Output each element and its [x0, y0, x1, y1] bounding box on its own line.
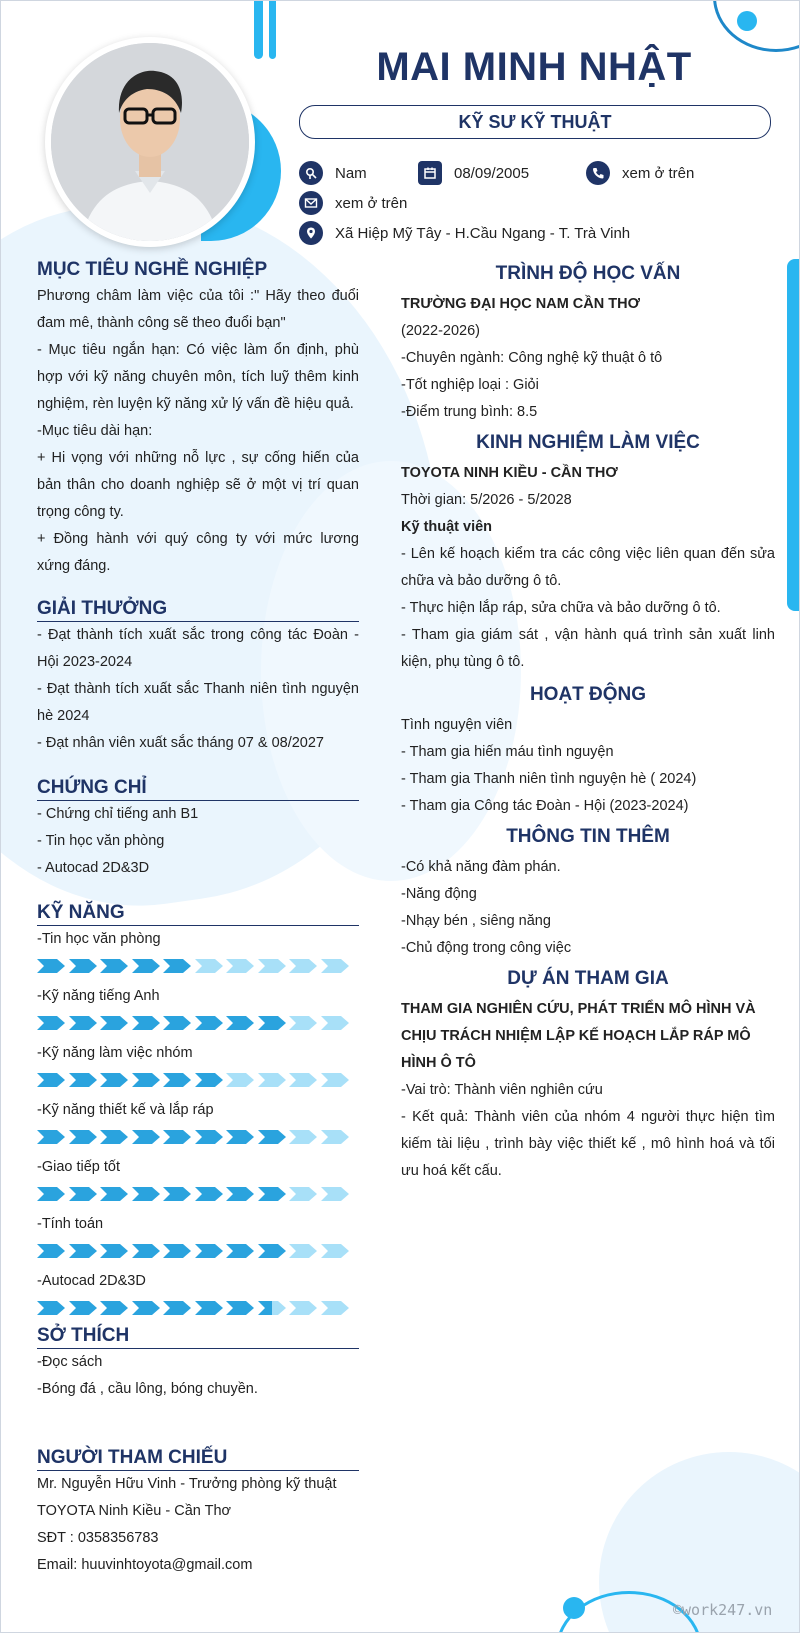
activities-section — [401, 712, 775, 820]
phone-icon — [586, 161, 610, 185]
email-value: xem ở trên — [335, 194, 408, 212]
awards-section — [37, 622, 359, 757]
reference-line: Mr. Nguyễn Hữu Vinh - Trưởng phòng kỹ thuật — [37, 1476, 337, 1492]
location-pin-icon — [299, 221, 323, 245]
watermark: ©work247.vn — [673, 1601, 773, 1619]
award-item: - Đạt thành tích xuất sắc Thanh niên tình nguyện hè 2024 — [37, 681, 359, 724]
skill-rating-bar — [37, 1073, 359, 1087]
reference-line: SĐT : 0358356783 — [37, 1530, 159, 1546]
objective-line: - Mục tiêu ngắn hạn: Có việc làm ổn định, phù hợp với kỹ năng chuyên môn, tích luỹ thêm kinh nghiệm, rèn luyện kỹ năng xử lý vấn đề hiệu quả. — [37, 342, 359, 412]
education-section — [401, 291, 775, 426]
certificate-item: - Autocad 2D&3D — [37, 860, 150, 876]
contact-address — [299, 221, 630, 245]
objective-line: -Mục tiêu dài hạn: — [37, 423, 153, 439]
contact-email — [299, 191, 407, 215]
rating-chevron-icon — [37, 1016, 65, 1030]
rating-chevron-icon — [195, 1073, 223, 1087]
decor-bar — [269, 1, 276, 59]
skills-title: KỸ NĂNG — [37, 902, 359, 926]
rating-chevron-icon — [69, 1301, 97, 1315]
contact-gender — [299, 161, 367, 185]
skill-rating-bar — [37, 1016, 359, 1030]
references-section — [37, 1471, 359, 1579]
references-title: NGƯỜI THAM CHIẾU — [37, 1447, 359, 1471]
certificate-item: - Chứng chỉ tiếng anh B1 — [37, 806, 199, 822]
rating-chevron-icon — [163, 1301, 191, 1315]
rating-chevron-icon — [100, 1301, 128, 1315]
certificate-item: - Tin học văn phòng — [37, 833, 165, 849]
skill-rating-bar — [37, 1301, 359, 1315]
rating-chevron-icon — [37, 1301, 65, 1315]
skill-label: -Kỹ năng tiếng Anh — [37, 988, 160, 1004]
hobby-item: -Bóng đá , cầu lông, bóng chuyền. — [37, 1381, 258, 1397]
rating-chevron-icon — [289, 1016, 317, 1030]
rating-chevron-icon — [321, 1187, 349, 1201]
skill-item — [37, 1211, 359, 1258]
more-info-line: -Có khả năng đàm phán. — [401, 859, 561, 875]
rating-chevron-icon — [163, 1244, 191, 1258]
skill-item — [37, 1268, 359, 1315]
skill-label: -Autocad 2D&3D — [37, 1273, 146, 1289]
skills-section — [37, 926, 359, 1315]
rating-chevron-icon — [289, 1301, 317, 1315]
more-info-line: -Nhạy bén , siêng năng — [401, 913, 551, 929]
skill-rating-bar — [37, 959, 359, 973]
objective-line: + Đồng hành với quý công ty với mức lương xứng đáng. — [37, 531, 359, 574]
rating-chevron-icon — [289, 1187, 317, 1201]
experience-line: - Lên kế hoạch kiểm tra các công việc liên quan đến sửa chữa và bảo dưỡng ô tô. — [401, 546, 775, 589]
objective-section — [37, 283, 359, 580]
rating-chevron-icon — [226, 1130, 254, 1144]
rating-chevron-icon — [69, 1187, 97, 1201]
rating-chevron-icon — [132, 1301, 160, 1315]
rating-chevron-icon — [258, 1187, 286, 1201]
education-line: -Chuyên ngành: Công nghệ kỹ thuật ô tô — [401, 350, 663, 366]
rating-chevron-icon — [37, 959, 65, 973]
profile-photo — [45, 37, 255, 247]
birthday-value: 08/09/2005 — [454, 164, 530, 182]
job-title-badge — [299, 105, 771, 139]
rating-chevron-icon — [163, 1187, 191, 1201]
awards-title: GIẢI THƯỞNG — [37, 598, 359, 622]
company-name: TOYOTA NINH KIỀU - CẦN THƠ — [401, 465, 618, 481]
projects-section — [401, 996, 775, 1185]
objective-line: Phương châm làm việc của tôi :" Hãy theo đuổi đam mê, thành công sẽ theo đuổi bạn" — [37, 288, 359, 331]
experience-title: KINH NGHIỆM LÀM VIỆC — [476, 432, 700, 453]
rating-chevron-icon — [226, 1016, 254, 1030]
activity-line: - Tham gia Công tác Đoàn - Hội (2023-2024) — [401, 798, 689, 814]
rating-chevron-icon — [132, 1130, 160, 1144]
skill-label: -Tin học văn phòng — [37, 931, 161, 947]
rating-chevron-icon — [163, 959, 191, 973]
rating-chevron-icon — [37, 1187, 65, 1201]
skill-rating-bar — [37, 1187, 359, 1201]
job-title: KỸ SƯ KỸ THUẬT — [458, 112, 612, 132]
education-title: TRÌNH ĐỘ HỌC VẤN — [495, 263, 681, 284]
avatar — [51, 43, 249, 241]
rating-chevron-icon — [258, 1244, 286, 1258]
activity-line: - Tham gia Thanh niên tình nguyện hè ( 2024) — [401, 771, 697, 787]
rating-chevron-icon — [195, 1244, 223, 1258]
rating-chevron-icon — [69, 959, 97, 973]
more-info-line: -Chủ động trong công việc — [401, 940, 572, 956]
rating-chevron-icon — [163, 1016, 191, 1030]
more-info-section — [401, 854, 775, 962]
skill-label: -Kỹ năng làm việc nhóm — [37, 1045, 193, 1061]
rating-chevron-icon — [100, 1187, 128, 1201]
rating-chevron-icon — [321, 1073, 349, 1087]
rating-chevron-icon — [69, 1016, 97, 1030]
experience-line: - Tham gia giám sát , vận hành quá trình sản xuất linh kiện, phụ tùng ô tô. — [401, 627, 775, 670]
rating-chevron-icon — [195, 1301, 223, 1315]
rating-chevron-icon — [100, 1130, 128, 1144]
contact-phone — [586, 161, 694, 185]
rating-chevron-icon — [132, 959, 160, 973]
rating-chevron-icon — [100, 1016, 128, 1030]
rating-chevron-icon — [289, 1130, 317, 1144]
rating-chevron-icon — [195, 959, 223, 973]
skill-item — [37, 1154, 359, 1201]
certificates-section — [37, 801, 359, 882]
person-portrait-icon — [51, 43, 249, 241]
project-line: - Kết quả: Thành viên của nhóm 4 người thực hiện tìm kiếm tài liệu , trình bày việc thiết kế , mô hình hoá và tối ưu hoá kết cấu. — [401, 1109, 775, 1179]
rating-chevron-icon — [132, 1187, 160, 1201]
rating-chevron-icon — [195, 1187, 223, 1201]
rating-chevron-icon — [69, 1073, 97, 1087]
rating-chevron-icon — [69, 1244, 97, 1258]
rating-chevron-icon — [132, 1244, 160, 1258]
project-name: THAM GIA NGHIÊN CỨU, PHÁT TRIỂN MÔ HÌNH VÀ CHỊU TRÁCH NHIỆM LẬP KẾ HOẠCH LẮP RÁP MÔ HÌNH Ô TÔ — [401, 1001, 756, 1071]
reference-line: Email: huuvinhtoyota@gmail.com — [37, 1557, 253, 1573]
rating-chevron-icon — [195, 1016, 223, 1030]
rating-chevron-icon — [258, 1301, 286, 1315]
skill-label: -Tính toán — [37, 1216, 104, 1232]
address-value: Xã Hiệp Mỹ Tây - H.Cầu Ngang - T. Trà Vinh — [335, 224, 631, 242]
rating-chevron-icon — [258, 1073, 286, 1087]
skill-item — [37, 1040, 359, 1087]
experience-section — [401, 460, 775, 676]
rating-chevron-icon — [37, 1073, 65, 1087]
rating-chevron-icon — [226, 959, 254, 973]
rating-chevron-icon — [100, 959, 128, 973]
rating-chevron-icon — [258, 1016, 286, 1030]
rating-chevron-icon — [163, 1130, 191, 1144]
rating-chevron-icon — [289, 959, 317, 973]
skill-item — [37, 1097, 359, 1144]
objective-title: MỤC TIÊU NGHỀ NGHIỆP — [37, 259, 268, 280]
more-info-title: THÔNG TIN THÊM — [506, 826, 670, 847]
decor-bar — [254, 1, 263, 59]
skill-item — [37, 983, 359, 1030]
certificates-title: CHỨNG CHỈ — [37, 777, 359, 801]
rating-chevron-icon — [100, 1073, 128, 1087]
rating-chevron-icon — [289, 1073, 317, 1087]
reference-line: TOYOTA Ninh Kiều - Cần Thơ — [37, 1503, 232, 1519]
rating-chevron-icon — [69, 1130, 97, 1144]
activity-line: Tình nguyện viên — [401, 717, 513, 733]
rating-chevron-icon — [163, 1073, 191, 1087]
rating-chevron-icon — [321, 1130, 349, 1144]
hobby-item: -Đọc sách — [37, 1354, 103, 1370]
hobbies-section — [37, 1349, 359, 1403]
award-item: - Đạt thành tích xuất sắc trong công tác Đoàn - Hội 2023-2024 — [37, 627, 359, 670]
school-name: TRƯỜNG ĐẠI HỌC NAM CẦN THƠ — [401, 296, 640, 312]
rating-chevron-icon — [321, 1301, 349, 1315]
skill-rating-bar — [37, 1130, 359, 1144]
rating-chevron-icon — [258, 1130, 286, 1144]
rating-chevron-icon — [226, 1073, 254, 1087]
rating-chevron-icon — [37, 1244, 65, 1258]
left-column — [37, 259, 359, 1579]
experience-time: Thời gian: 5/2026 - 5/2028 — [401, 492, 572, 508]
rating-chevron-icon — [289, 1244, 317, 1258]
rating-chevron-icon — [226, 1187, 254, 1201]
activity-line: - Tham gia hiến máu tình nguyện — [401, 744, 614, 760]
skill-label: -Giao tiếp tốt — [37, 1159, 121, 1175]
candidate-name: MAI MINH NHẬT — [376, 45, 692, 89]
rating-chevron-icon — [132, 1016, 160, 1030]
rating-chevron-icon — [226, 1301, 254, 1315]
rating-chevron-icon — [132, 1073, 160, 1087]
education-line: (2022-2026) — [401, 323, 480, 339]
decor-side-bar — [787, 259, 799, 611]
rating-chevron-icon — [321, 1244, 349, 1258]
skill-label: -Kỹ năng thiết kế và lắp ráp — [37, 1102, 214, 1118]
rating-chevron-icon — [226, 1244, 254, 1258]
skill-rating-bar — [37, 1244, 359, 1258]
hobbies-title: SỞ THÍCH — [37, 1325, 359, 1349]
objective-line: + Hi vọng với những nỗ lực , sự cống hiến của bản thân cho doanh nghiệp sẽ ở một vị trí quan trọng công ty. — [37, 450, 359, 520]
education-line: -Tốt nghiệp loại : Giỏi — [401, 377, 539, 393]
gender-value: Nam — [335, 164, 367, 182]
email-icon — [299, 191, 323, 215]
project-line: -Vai trò: Thành viên nghiên cứu — [401, 1082, 603, 1098]
projects-title: DỰ ÁN THAM GIA — [507, 968, 669, 989]
rating-chevron-icon — [258, 959, 286, 973]
activities-title: HOẠT ĐỘNG — [529, 684, 647, 705]
skill-item — [37, 926, 359, 973]
calendar-icon — [418, 161, 442, 185]
rating-chevron-icon — [195, 1130, 223, 1144]
right-column — [401, 263, 775, 1185]
decor-dot — [563, 1597, 585, 1619]
education-line: -Điểm trung bình: 8.5 — [401, 404, 538, 420]
award-item: - Đạt nhân viên xuất sắc tháng 07 & 08/2027 — [37, 735, 324, 751]
experience-line: - Thực hiện lắp ráp, sửa chữa và bảo dưỡng ô tô. — [401, 600, 721, 616]
rating-chevron-icon — [321, 1016, 349, 1030]
gender-icon — [299, 161, 323, 185]
rating-chevron-icon — [321, 959, 349, 973]
rating-chevron-icon — [100, 1244, 128, 1258]
phone-value: xem ở trên — [622, 164, 695, 182]
decor-dot — [737, 11, 757, 31]
rating-chevron-icon — [37, 1130, 65, 1144]
contact-birthday — [418, 161, 529, 185]
more-info-line: -Năng động — [401, 886, 477, 902]
experience-position: Kỹ thuật viên — [401, 519, 493, 535]
